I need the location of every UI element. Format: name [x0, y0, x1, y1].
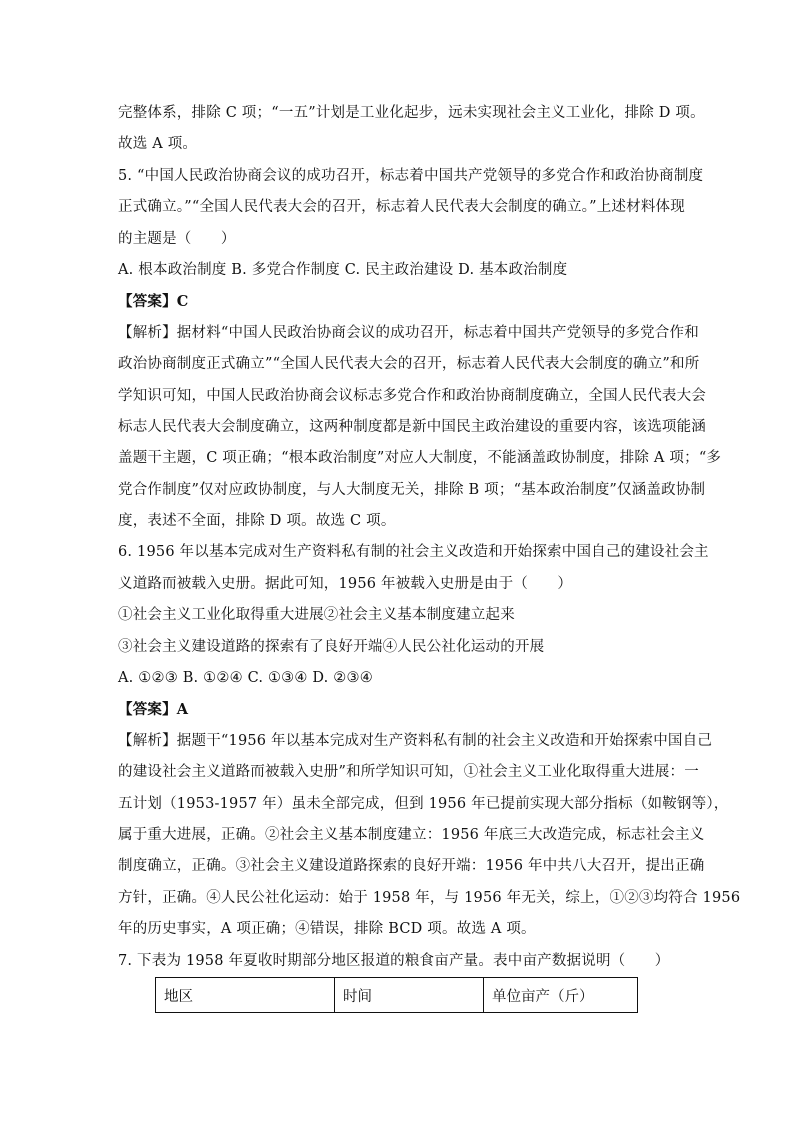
- header-yield-per-mu: 单位亩产（斤）: [484, 978, 638, 1013]
- grain-yield-table: [155, 977, 638, 1013]
- question-5-analysis: 政治协商制度正式确立”“全国人民代表大会的召开，标志着人民代表大会制度的确立”和所: [118, 356, 700, 373]
- header-region: 地区: [156, 978, 335, 1013]
- question-5-stem: 正式确立。”“全国人民代表大会的召开，标志着人民代表大会制度的确立。”上述材料体现: [118, 199, 685, 216]
- question-6-statements: ③社会主义建设道路的探索有了良好开端④人民公社化运动的开展: [118, 638, 545, 655]
- question-6-analysis: 【解析】据题干“1956 年以基本完成对生产资料私有制的社会主义改造和开始探索中国自己: [118, 732, 713, 749]
- question-6-analysis: 制度确立，正确。③社会主义建设道路探索的良好开端：1956 年中共八大召开，提出正确: [118, 858, 705, 875]
- question-5-answer: 【答案】C: [118, 293, 189, 311]
- question-5-analysis: 【解析】据材料“中国人民政治协商会议的成功召开，标志着中国共产党领导的多党合作和: [118, 324, 699, 341]
- question-5-analysis: 学知识可知，中国人民政治协商会议标志多党合作和政治协商制度确立，全国人民代表大会: [118, 387, 706, 404]
- question-6-answer: 【答案】A: [118, 701, 189, 719]
- question-6-statements: ①社会主义工业化取得重大进展②社会主义基本制度建立起来: [118, 607, 515, 624]
- text-line: 故选 A 项。: [118, 136, 198, 153]
- question-5-stem: 的主题是（ ）: [118, 230, 236, 247]
- question-5-analysis: 盖题干主题，C 项正确；“根本政治制度”对应人大制度，不能涵盖政协制度，排除 A 项；“多: [118, 450, 722, 467]
- question-5-analysis: 标志人民代表大会制度确立，这两种制度都是新中国民主政治建设的重要内容，该选项能涵: [118, 418, 706, 435]
- question-6-analysis: 方针，正确。④人民公社化运动：始于 1958 年，与 1956 年无关，综上，①②③均符合 1956: [118, 889, 741, 906]
- question-6-options: A. ①②③ B. ①②④ C. ①③④ D. ②③④: [118, 670, 373, 687]
- question-5-analysis: 党合作制度”仅对应政协制度，与人大制度无关，排除 B 项；“基本政治制度”仅涵盖政协制: [118, 481, 706, 498]
- question-6-analysis: 属于重大进展，正确。②社会主义基本制度建立：1956 年底三大改造完成，标志社会主义: [118, 826, 705, 843]
- header-time: 时间: [335, 978, 484, 1013]
- table-header-row: [156, 978, 638, 1013]
- question-5-analysis: 度，表述不全面，排除 D 项。故选 C 项。: [118, 513, 396, 530]
- question-6-stem: 6. 1956 年以基本完成对生产资料私有制的社会主义改造和开始探索中国自己的建设社会主: [118, 544, 709, 561]
- question-5-stem: 5. “中国人民政治协商会议的成功召开，标志着中国共产党领导的多党合作和政治协商制度: [118, 167, 704, 184]
- question-7-stem: 7. 下表为 1958 年夏收时期部分地区报道的粮食亩产量。表中亩产数据说明（ ）: [118, 952, 670, 969]
- question-6-stem: 义道路而被载入史册。据此可知，1956 年被载入史册是由于（ ）: [118, 575, 573, 592]
- page-body: [118, 98, 741, 977]
- question-6-analysis: 五计划（1953-1957 年）虽未全部完成，但到 1956 年已提前实现大部分指标（如鞍钢等），: [118, 795, 729, 812]
- text-line: 完整体系，排除 C 项；“一五”计划是工业化起步，远未实现社会主义工业化，排除 D 项。: [118, 105, 705, 121]
- question-5-options: A. 根本政治制度 B. 多党合作制度 C. 民主政治建设 D. 基本政治制度: [118, 261, 568, 278]
- question-6-analysis: 年的历史事实，A 项正确；④错误，排除 BCD 项。故选 A 项。: [118, 921, 536, 938]
- question-6-analysis: 的建设社会主义道路而被载入史册”和所学知识可知，①社会主义工业化取得重大进展：一: [118, 764, 699, 781]
